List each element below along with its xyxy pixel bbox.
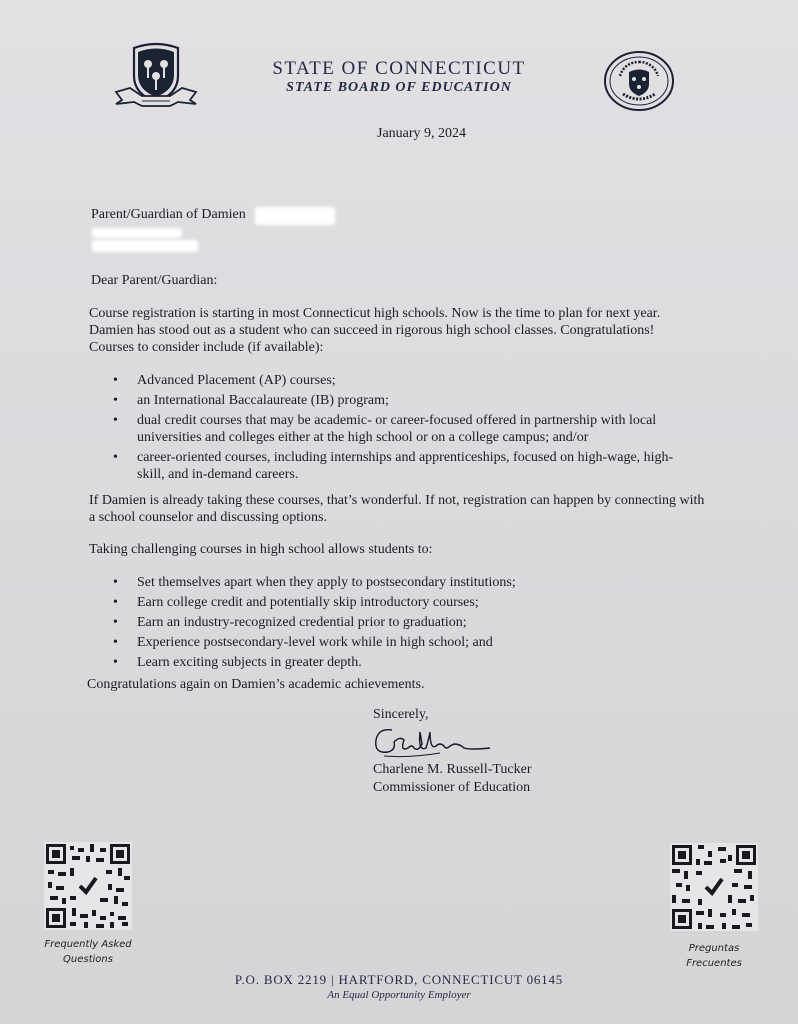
list-item: • career-oriented courses, including internships and apprenticeships, focused on high-wage, high-skill, and in-demand careers. [113, 449, 698, 483]
intro-line: Course registration is starting in most Connecticut high schools. Now is the time to plan for next year. [89, 306, 661, 321]
list-item: • Earn an industry-recognized credential prior to graduation; [113, 614, 673, 631]
list-item: • Advanced Placement (AP) courses; [113, 372, 698, 389]
intro-line: Damien has stood out as a student who can succeed in rigorous high school classes. Congratulations! [89, 323, 655, 338]
preguntas-qr-label: Preguntas Frecuentes [686, 943, 742, 969]
letterhead-state: STATE OF CONNECTICUT [272, 58, 526, 79]
preguntas-qr-code[interactable] [670, 843, 758, 931]
footer-address: P.O. BOX 2219 | HARTFORD, CONNECTICUT 06145 [234, 972, 564, 987]
redacted-address-line-1 [92, 228, 182, 238]
recipient-name: Parent/Guardian of Damien [91, 207, 246, 222]
list-item: • Earn college credit and potentially skip introductory courses; [113, 594, 673, 611]
list-item: • Learn exciting subjects in greater depth. [113, 654, 673, 671]
intro-line: Courses to consider include (if available): [89, 340, 324, 355]
footer-employer: An Equal Opportunity Employer [327, 989, 471, 1001]
already-taking-paragraph: If Damien is already taking these courses, that’s wonderful. If not, registration can happen by connecting with a school counselor and discussing options. [89, 493, 705, 525]
board-of-education-seal [603, 50, 675, 112]
intro-paragraph [89, 305, 719, 356]
list-item: • Set themselves apart when they apply to postsecondary institutions; [113, 574, 673, 591]
recipient-line [91, 207, 246, 223]
closing-line: Congratulations again on Damien’s academic achievements. [87, 677, 425, 692]
redacted-address-line-2 [92, 240, 198, 252]
course-list [113, 372, 698, 486]
signer-title: Commissioner of Education [373, 780, 531, 795]
faq-qr-label: Frequently Asked Questions [44, 939, 132, 965]
sign-off: Sincerely, [373, 707, 429, 722]
letter-date: January 9, 2024 [377, 126, 467, 141]
list-item: • dual credit courses that may be academic- or career-focused offered in partnership with local universities and colleges either at the high school or on a college campus; and/or [113, 412, 698, 446]
benefits-intro: Taking challenging courses in high school allows students to: [89, 542, 433, 557]
redacted-surname [255, 207, 335, 225]
faq-qr-code[interactable] [44, 842, 132, 930]
benefits-list [113, 574, 673, 674]
list-item: • an International Baccalaureate (IB) program; [113, 392, 698, 409]
handwritten-signature [370, 722, 495, 764]
list-item: • Experience postsecondary-level work while in high school; and [113, 634, 673, 651]
signer-name: Charlene M. Russell-Tucker [373, 762, 532, 777]
salutation: Dear Parent/Guardian: [91, 273, 218, 288]
letterhead-board: STATE BOARD OF EDUCATION [286, 80, 512, 95]
